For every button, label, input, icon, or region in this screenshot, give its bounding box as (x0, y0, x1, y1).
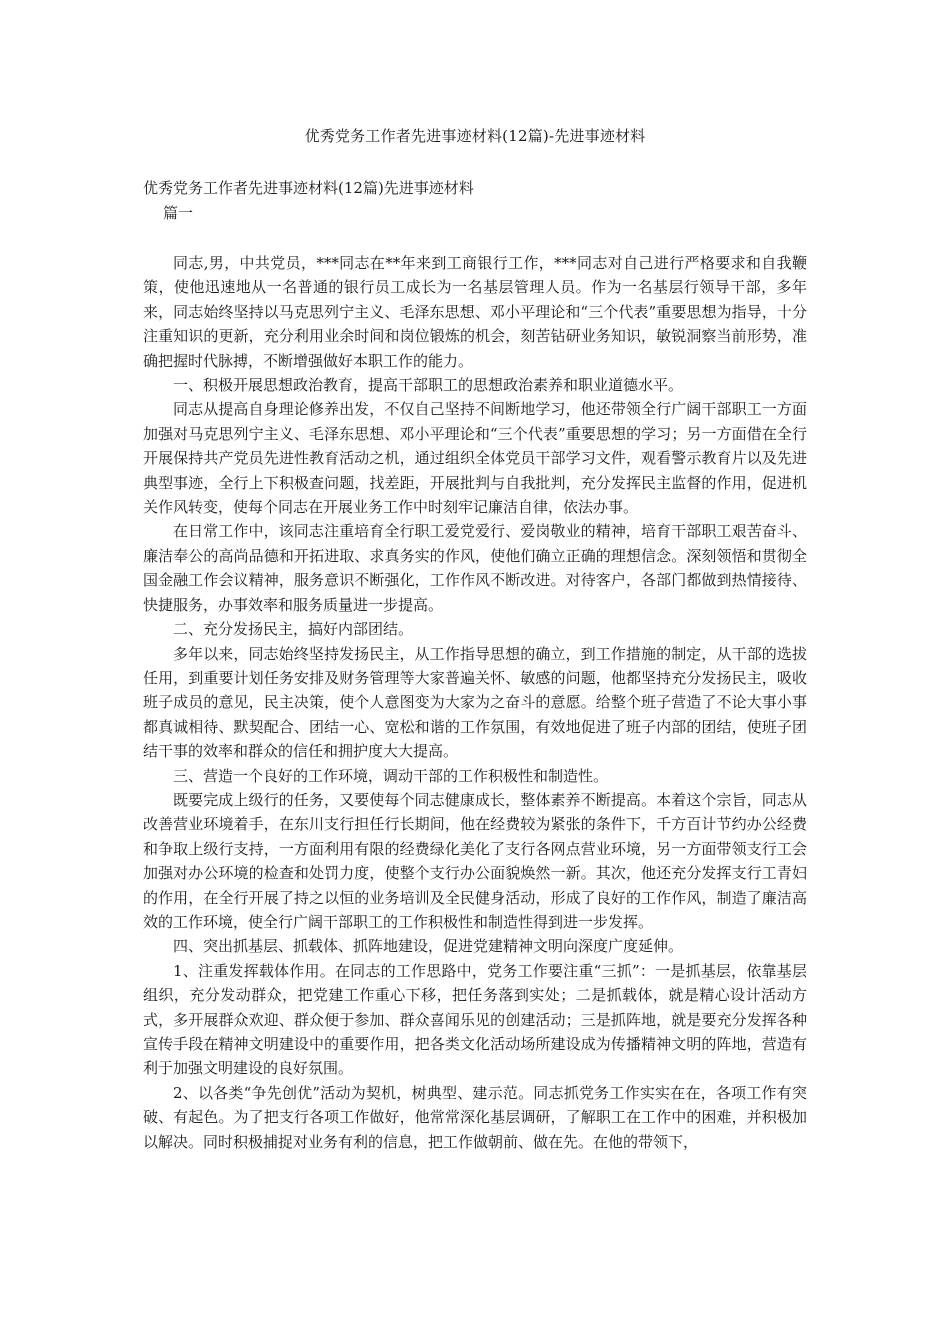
body-paragraph: 多年以来，同志始终坚持发扬民主，从工作指导思想的确立，到工作措施的制定，从干部的选拔任用，到重要计划任务安排及财务管理等大家普遍关怀、敏感的问题，他都坚持充分发扬民主，吸收班子成员的意见，民主决策，使个人意图变为大家为之奋斗的意愿。给整个班子营造了不论大事小事都真诚相待、默契配合、团结一心、宽松和谐的工作氛围，有效地促进了班子内部的团结，使班子团结干事的效率和群众的信任和拥护度大大提高。 (143, 644, 807, 761)
body-paragraph: 2、以各类“争先创优”活动为契机，树典型、建示范。同志抓党务工作实实在在，各项工作有突破、有起色。为了把支行各项工作做好，他常常深化基层调研，了解职工在工作中的困难，并积极加以解决。同时积极捕捉对业务有利的信息，把工作做朝前、做在先。在他的带领下， (143, 1083, 807, 1151)
body-paragraph: 同志从提高自身理论修养出发，不仅自己坚持不间断地学习，他还带领全行广阔干部职工一方面加强对马克思列宁主义、毛泽东思想、邓小平理论和“三个代表”重要思想的学习；另一方面借在全行开展保持共产党员先进性教育活动之机，通过组织全体党员干部学习文件，观看警示教育片以及先进典型事迹，全行上下积极查问题，找差距，开展批判与自我批判，充分发挥民主监督的作用，促进机关作风转变，使每个同志在开展业务工作中时刻牢记廉洁自律，依法办事。 (143, 400, 807, 517)
section-heading: 三、营造一个良好的工作环境，调动干部的工作积极性和制造性。 (173, 766, 609, 785)
body-paragraph: 同志,男，中共党员，***同志在**年来到工商银行工作，***同志对自己进行严格要求和自我鞭策，使他迅速地从一名普通的银行员工成长为一名基层管理人员。作为一名基层行领导干部，多年来，同志始终坚持以马克思列宁主义、毛泽东思想、邓小平理论和“三个代表”重要思想为指导，十分注重知识的更新，充分利用业余时间和岗位锻炼的机会，刻苦钻研业务知识，敏锐洞察当前形势，准确把握时代脉搏，不断增强做好本职工作的能力。 (143, 254, 807, 370)
body-paragraph: 既要完成上级行的任务，又要使每个同志健康成长，整体素养不断提高。本着这个宗旨，同志从改善营业环境着手，在东川支行担任行长期间，他在经费较为紧张的条件下，千方百计节约办公经费和争取上级行支持，一方面利用有限的经费绿化美化了支行各网点营业环境，另一方面带领支行工会加强对办公环境的检查和处罚力度，使整个支行办公面貌焕然一新。其次，他还充分发挥支行工青妇的作用，在全行开展了持之以恒的业务培训及全民健身活动，形成了良好的工作作风，制造了廉洁高效的工作环境，使全行广阔干部职工的工作积极性和制造性得到进一步发挥。 (143, 790, 807, 931)
section-label: 篇一 (163, 204, 194, 222)
section-heading: 四、突出抓基层、抓载体、抓阵地建设，促进党建精神文明向深度广度延伸。 (173, 937, 684, 956)
section-heading: 二、充分发扬民主，搞好内部团结。 (173, 620, 414, 639)
body-paragraph: 在日常工作中，该同志注重培育全行职工爱党爱行、爱岗敬业的精神，培育干部职工艰苦奋斗、廉洁奉公的高尚品德和开拓进取、求真务实的作风，使他们确立正确的理想信念。深刻领悟和贯彻全国金融工作会议精神，服务意识不断强化，工作作风不断改进。对待客户，各部门都做到热情接待、快捷服务，办事效率和服务质量进一步提高。 (143, 522, 807, 614)
section-heading: 一、积极开展思想政治教育，提高干部职工的思想政治素养和职业道德水平。 (173, 376, 684, 395)
body-paragraph: 1、注重发挥载体作用。在同志的工作思路中，党务工作要注重“三抓”：一是抓基层，依靠基层组织，充分发动群众，把党建工作重心下移，把任务落到实处；二是抓载体，就是精心设计活动方式，多开展群众欢迎、群众便于参加、群众喜闻乐见的创建活动；三是抓阵地，就是要充分发挥各种宣传手段在精神文明建设中的重要作用，把各类文化活动场所建设成为传播精神文明的阵地，营造有利于加强文明建设的良好氛围。 (143, 961, 807, 1078)
document-title: 优秀党务工作者先进事迹材料(12篇)-先进事迹材料 (304, 127, 646, 145)
document-subtitle: 优秀党务工作者先进事迹材料(12篇)先进事迹材料 (143, 179, 474, 197)
document-body (143, 251, 807, 1154)
